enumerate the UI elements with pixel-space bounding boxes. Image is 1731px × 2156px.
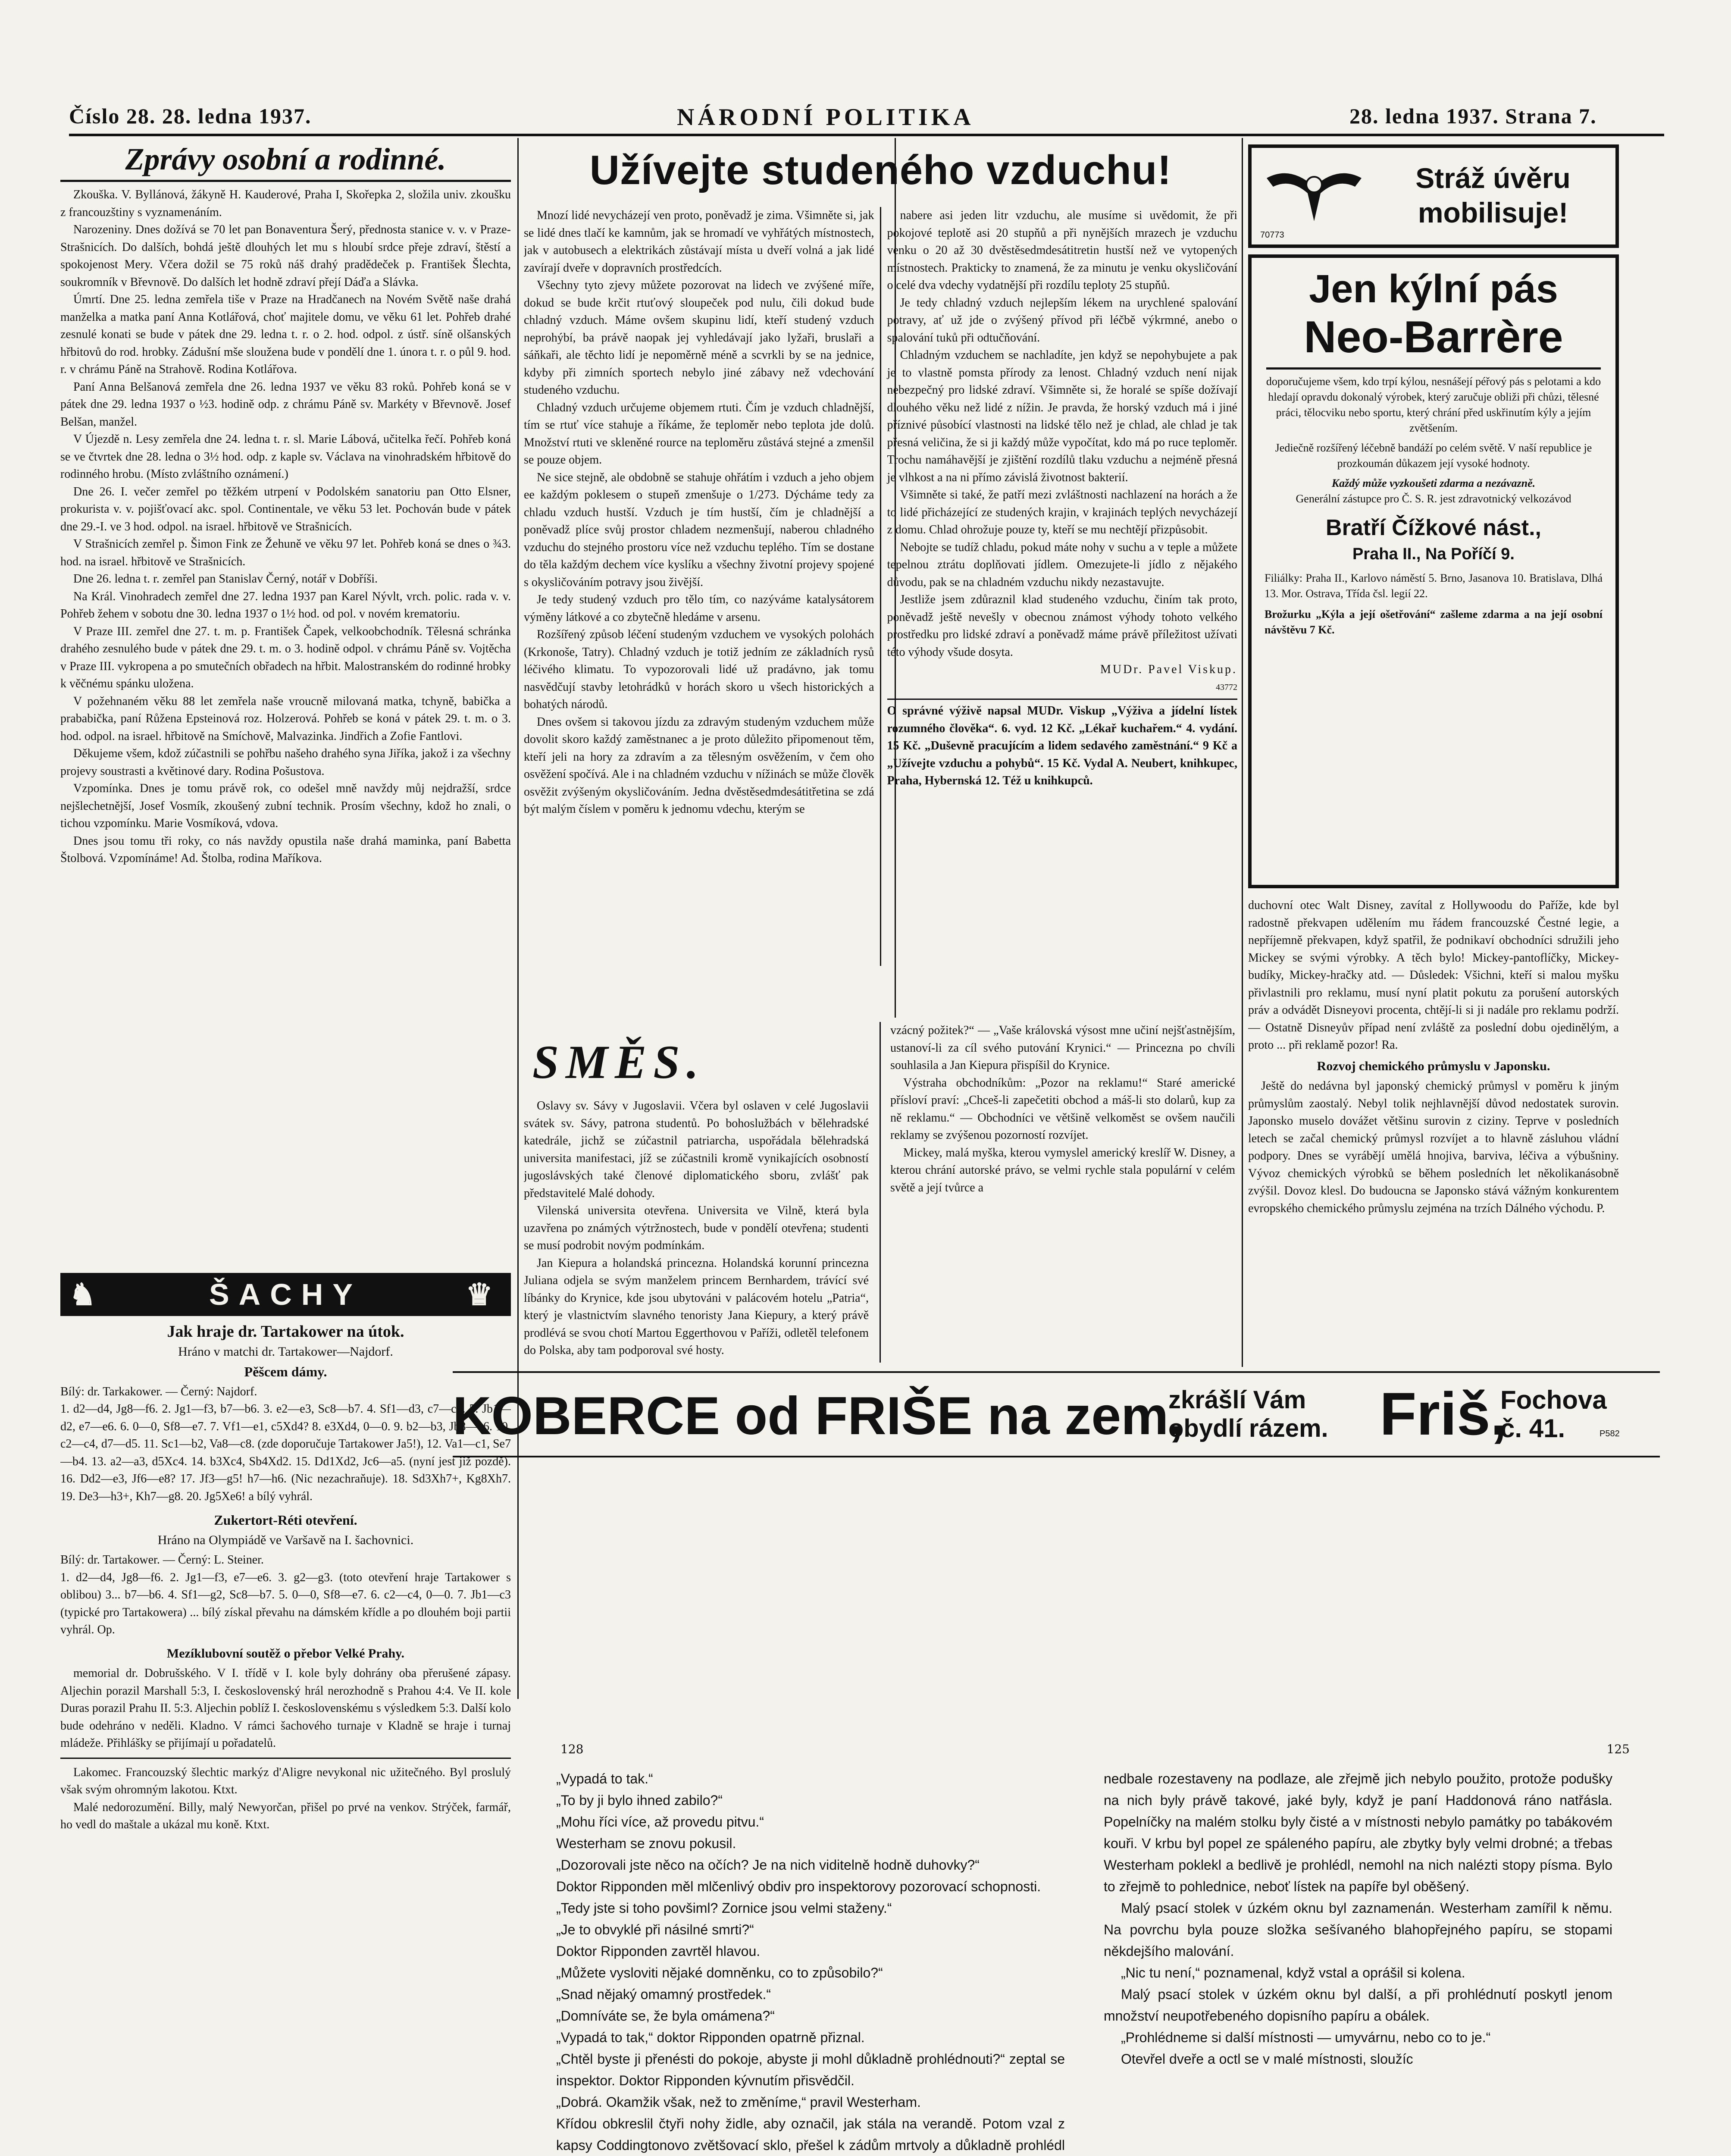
footnote-rule — [887, 699, 1238, 700]
neo-description: doporučujeme všem, kdo trpí kýlou, nesnášejí péřový pás s pelotami a kdo hledají opravdu dokonalý výrobek, který zaručuje obliži při chůzi, tělesné práci, tělocviku nebo sportu, který chrání před uskřinutím kýly a jejím zvětšením. — [1266, 375, 1601, 434]
neo-brochure: Brožurku „Kýla a její ošetřování“ zašleme zdarma a na její osobní návštěvu 7 Kč. — [1265, 608, 1603, 636]
article-paragraph: Je tedy studený vzduch pro tělo tím, co nazýváme katalysátorem výměny látkové a co zbytečně hledáme v arsenu. — [524, 593, 874, 624]
neo-branches: Filiálky: Praha II., Karlovo náměstí 5. Brno, Jasanova 10. Bratislava, Dlhá 13. Mor. Ostrava, Třída čsl. legií 22. — [1265, 572, 1603, 600]
chess-game1-name: Pěšcem dámy. — [244, 1364, 327, 1379]
serial-story — [556, 1742, 1634, 2156]
news-paragraph: Děkujeme všem, kdož zúčastnili se pohřbu našeho drahého syna Jiříka, jakož i za všechny projevy soustrasti a květinové dary. Rodina Pošustova. — [60, 747, 511, 778]
article-footnote: O správné výživě napsal MUDr. Viskup „Výživa a jídelní lístek rozumného člověka“. 6. vyd. 12 Kč. „Lékař kuchařem.“ 4. vydání. 15 Kč. „Duševně pracujícím a lidem sedavého zaměstnání.“ 9 Kč a „Užívejte vzduchu a pohybů“. 15 Kč. Vydal A. Neubert, knihkupec, Praha, Hybernská 12. Též u knihkupců. — [887, 704, 1237, 787]
article-paragraph: Je tedy chladný vzduch nejlepším lékem na urychlené spalování potravy, ať už jde o zvýšený přívod při léčbě výkrmné, anebo o spalování tuků při odtučňování. — [887, 296, 1237, 345]
article-paragraph: Nebojte se tudíž chladu, pokud máte nohy v suchu a v teple a můžete tepelnou ztrátu doplňovati jídlem. Omezujete-li jídlo z nějakého důvodu, pak se na chladném vzduchu nikdy nezastavujte. — [887, 540, 1237, 589]
chess-title: Jak hraje dr. Tartakower na útok. — [167, 1322, 404, 1341]
chess-game1-moves: 1. d2—d4, Jg8—f6. 2. Jg1—f3, b7—b6. 3. e2—e3, Sc8—b7. 4. Sf1—d3, c7—c5. 5. Jb1—d2, e7—e6. 6. 0—0, Sf8—e7. 7. Vf1—e1, c5Xd4? 8. e3Xd4, 0—0. 9. b2—b3, Jb8—c6. 10. c2—c4, d7—d5. 11. Sc1—b2, Va8—c8. (zde doporučuje Tartakower Ja5!), 12. Va1—c1, Se7—b4. 13. a2—a3, d5Xc4. 14. b3Xc4, Sb4Xd2. 15. Dd1Xd2, Jc6—a5. (nyní jest již pozdě). 16. Dd2—e3, Jf6—e8? 17. Jf3—g5! h7—h6. (Nic nezachraňuje). 18. Sd3Xh7+, Kg8Xh7. 19. De3—h3+, Kh7—g8. 20. Jg5Xe6! a bílý vyhrál. — [60, 1402, 511, 1503]
straz-title: Stráž úvěru mobilisuje! — [1415, 162, 1571, 229]
chess-game2-place: Hráno na Olympiádě ve Varšavě na I. šachovnici. — [157, 1532, 414, 1547]
header-rule — [69, 134, 1664, 136]
article-signature: MUDr. Pavel Viskup. — [1100, 663, 1237, 676]
story-line: „Vypadá to tak,“ doktor Ripponden opatrně přiznal. — [556, 2030, 865, 2045]
column-rule-3 — [1242, 138, 1243, 1367]
story-line: „Chtěl byste ji přenésti do pokoje, abyste ji mohl důkladně prohlédnouti?“ zeptal se inspektor. Doktor Ripponden kývnutím přisvědčil. — [556, 2051, 1065, 2088]
story-line: „Dobrá. Okamžik však, než to změníme,“ pravil Westerham. — [556, 2094, 921, 2110]
article-paragraph: Všimněte si také, že patří mezi zvláštnosti nachlazení na horách a že to lidé přicházející ze studených krajin, v krajinách teplých nevycházejí z domu. Chlad ohrožuje pouze ty, kteří se mu nechtějí přizpůsobit. — [887, 488, 1237, 536]
news-paragraph: Dnes jsou tomu tři roky, co nás navždy opustila naše drahá maminka, paní Babetta Štolbová. Vzpomínáme! Ad. Štolba, rodina Maříkova. — [60, 834, 511, 865]
smes-item: Mickey, malá myška, kterou vymyslel americký kreslíř W. Disney, a kterou chrání autorské právo, se velmi rychle stala populární v celém světě a její tvůrce a — [890, 1146, 1235, 1194]
news-paragraph: V Strašnicích zemřel p. Šimon Fink ze Žehuně ve věku 97 let. Pohřeb koná se dnes o ¾3. hod. na israel. hřbitově ve Strašnicích. — [60, 537, 511, 568]
story-page-left: 128 — [560, 1742, 584, 1756]
story-line: Doktor Ripponden zavrtěl hlavou. — [556, 1943, 761, 1959]
story-left-column — [556, 1768, 1065, 2156]
smes-left-text — [524, 1097, 869, 1360]
story-line: „Mohu říci více, až provedu pitvu.“ — [556, 1814, 764, 1830]
disney-article — [1248, 897, 1619, 1363]
straz-uveru-ad[interactable] — [1248, 144, 1619, 248]
news-paragraph: Zkouška. V. Byllánová, žákyně H. Kauderové, Praha I, Skořepka 2, složila univ. zkoušku z francouzštiny s vyznamenáním. — [60, 188, 511, 219]
news-paragraph: Paní Anna Belšanová zemřela dne 26. ledna 1937 ve věku 83 roků. Pohřeb koná se v pátek dne 29. ledna 1937 o ½3. hodině odp. z chrámu Páně sv. Markéty v Břevnově. Josef Belšan, manžel. — [60, 380, 511, 429]
neo-address: Praha II., Na Poříčí 9. — [1352, 545, 1515, 563]
news-paragraph: V Újezdě n. Lesy zemřela dne 24. ledna t. r. sl. Marie Lábová, učitelka řečí. Pohřeb koná se ve čtvrtek dne 28. ledna o 3½ hod. odp. z kaple sv. Václava na vinohradském hřbitově do rodinného hrobu. (Místo zvláštního oznámení.) — [60, 432, 511, 481]
story-line: „Můžete vysloviti nějaké domněnku, co to způsobilo?“ — [556, 1965, 883, 1981]
koberce-ad[interactable] — [453, 1371, 1660, 1457]
chess-divider — [60, 1758, 511, 1759]
japan-text: Ještě do nedávna byl japonský chemický průmysl v poměru k jiným průmyslům zaostalý. Nebyl tolik nejhlavnější důvod nedostatek surovin. Japonsko muselo dovážet většinu surovin z ciziny. Teprve v posledních letech se začal chemický průmysl rozvíjet a to hlavně zásluhou vládní podpory. Dnes se vyrábějí umělá hnojiva, barviva, léčiva a výbušniny. Vývoz chemických výrobků se během posledních let několikanásobně zvýšil. Dovoz klesl. Do budoucna se Japonsko stává vážným konkurentem evropského chemického průmyslu zejména na trzích Dálného východu. P. — [1248, 1079, 1619, 1215]
smes-item: Oslavy sv. Sávy v Jugoslavii. Včera byl oslaven v celé Jugoslavii svátek sv. Sávy, patrona studentů. Po bohoslužbách v bělehradské katedrále, jichž se zúčastnil patriarcha, uspořádala bělehradská universita manifestaci, jíž se zúčastnili kromě vynikajících osobností jugoslávských také členové diplomatického sboru, zvlášť pak představitelé Malé dohody. — [524, 1099, 869, 1200]
koberce-slogan: KOBERCE od FRIŠE na zem, — [453, 1386, 1183, 1446]
article-paragraph: Chladný vzduch určujeme objemem rtuti. Čím je vzduch chladnější, tím se rtuť více stahuje a říkáme, že teploměr nebo teplota jde dolů. Množství rtuti ve skleněné rource na teploměru zůstává stejné a zmenšil se pouze objem. — [524, 401, 874, 467]
personal-news-text — [60, 186, 511, 1264]
article-paragraph: Jestliže jsem zdůraznil klad studeného vzduchu, činím tak proto, poněvadž ještě nevešly v obecnou známost výhody tohoto velkého prostředku pro lidské zdraví a poněvadž máme právě příležitost užívati této výhody všude dosyta. — [887, 593, 1237, 659]
cold-air-title: Užívejte studeného vzduchu! — [589, 147, 1172, 193]
neo-title-2: Neo-Barrère — [1304, 312, 1563, 362]
chess-game2-name: Zukertort-Réti otevření. — [214, 1512, 357, 1528]
neo-trial: Každý může vyzkoušeti zdarma a nezávazně. — [1331, 477, 1536, 489]
neo-rule — [1266, 367, 1601, 370]
eagle-emblem-icon — [1265, 161, 1364, 226]
koberce-address-1: Fochova — [1500, 1385, 1607, 1414]
cold-air-article — [524, 138, 1237, 1009]
story-line: „Je to obvyklé při násilné smrti?“ — [556, 1922, 754, 1937]
smes-item: Výstraha obchodníkům: „Pozor na reklamu!“ Staré americké přísloví praví: „Chceš-li zapečetiti obchod a máš-li sto dolarů, kup za ně reklamu.“ — Obchodníci ve většině velkoměst se ovšem naučili reklamy se zvýšenou pozorností rozvíjet. — [890, 1076, 1235, 1142]
chess-section — [60, 1320, 511, 2156]
disney-paragraph: duchovní otec Walt Disney, zavítal z Hollywoodu do Paříže, kde byl radostně překvapen udělením mu řádem francouzské Čestné legie, a nepříjemně překvapen, když spatřil, že podnikaví obchodníci sdružili jeho Mickey se svými výrobky. A těch bylo! Mickey-pantoflíčky, Mickey-budíky, Mickey-hračky atd. — Důsledek: Všichni, kteří si malou myšku přivlastnili pro reklamu, musí nyní platit pokutu za porušení autorských práv a odvádět Disneyovi procenta, chtějí-li si ji nadále pro reklamu podrží. — Ostatně Disneyův případ není zvláště za poslední dobu ojedinělým, a proto ... při reklamě pozor! Ra. — [1248, 899, 1619, 1052]
article-paragraph: Rozšířený způsob léčení studeným vzduchem ve vysokých polohách (Krkonoše, Tatry). Chladný vzduch je totiž jedním ze základních rysů léčivého klimatu. To vypozorovali lidé už pradávno, jak tomu nasvědčují stavby letohrádků v horách skoro u všech historických a bohatých národů. — [524, 628, 874, 711]
story-right-column — [1104, 1768, 1612, 2156]
smes-item: Jan Kiepura a holandská princezna. Holandská korunní princezna Juliana odjela se svým manželem princem Bernhardem, trávící své líbánky do Krynice, kde jsou ubytováni v palácovém hotelu „Patria“, který je vlastnictvím slavného tenoristy Jana Kiepury, a který právě prodlévá se svou chotí Martou Eggerthovou v Paříži, odletěl telefonem do Polska, aby tam podporoval své hosty. — [524, 1256, 869, 1357]
story-line: Malý psací stolek v úzkém oknu byl zaznamenán. Westerham zamířil k němu. Na povrchu byla pouze složka sešívaného blahopřejného papíru, se stopami někdejšího malování. — [1104, 1900, 1612, 1959]
koberce-address-2: č. 41. — [1500, 1414, 1565, 1443]
story-line: nedbale rozestaveny na podlaze, ale zřejmě jich nebylo použito, protože podušky na nich byly právě takové, jaké byly, když je paní Haddonová ráno natřásla. Popelníčky na malém stolku byly čisté a v místnosti nebylo památky po tabákovém kouři. V krbu byl popel ze spáleného papíru, ale zbytky byly velmi drobné; a třebas Westerham poklekl a bedlivě je prohlédl, nemohl na nich nalézti stopy písma. Bylo to zřejmě to pohlednice, neboť lístek na papíře byl oběšený. — [1104, 1771, 1612, 1894]
article-paragraph: Chladným vzduchem se nachladíte, jen když se nepohybujete a pak je to vlastně pomsta přírody za lenost. Chladný vzduch není nijak nebezpečný pro lidské zdraví. Všimněte si, že horalé se spíše dožívají dlouhého věku než lidé z nížin. Je pravda, že horský vzduch má i jiné příznivé působící vlastnosti na lidské tělo než je chlad, ale chlad je tak přesná veličina, že si ji každý může vypočítat, kdo má po ruce teploměr. Trochu namáhavější je zjištění rozdílů tlaku vzduchu a nejméně přesná je vlhkost a na ni přímo závislá životnost bakterií. — [887, 348, 1237, 484]
article-paragraph: Mnozí lidé nevycházejí ven proto, poněvadž je zima. Všimněte si, jak se lidé dnes tlačí ke kamnům, jak se hromadí ve vyhřátých místnostech, jak v autobusech a elektrikách zůstávají místa u dveří volná a jak lidé zavírají dveře v dopravních prostředcích. — [524, 209, 874, 275]
story-line: „Nic tu není,“ poznamenal, když vstal a oprášil si kolena. — [1121, 1965, 1465, 1981]
neo-company: Bratří Čížkové nást., — [1326, 515, 1541, 540]
chess-game1-players: Bílý: dr. Tarkakower. — Černý: Najdorf. — [60, 1385, 257, 1398]
chess-club-text: memorial dr. Dobrušského. V I. třídě v I. kole byly dohrány oba přerušené zápasy. Aljechin porazil Marshall 5:3, I. československý hrál nerozhodně s Prahou 4:4. Ve II. kole Duras porazil Prahu II. 5:3. Aljechin poblíž I. československému s výsledkem 5:3. Další kolo bude odehráno v neděli. Kladno. V rámci šachového turnaje v Kladně se hraje i turnaj mládeže. Přihlášky se přijímají u pořadatelů. — [60, 1667, 511, 1750]
smes-right-text — [890, 1022, 1235, 1360]
chess-knight-icon: ♞ — [69, 1278, 106, 1311]
neo-barrere-ad[interactable] — [1248, 254, 1619, 888]
smes-item: vzácný požitek?“ — „Vaše královská výsost mne učiní nejšťastnějším, ustanoví-li za cíl svého putování Krynici.“ — Princezna po chvíli souhlasila a Jan Kiepura přispíšil do Krynice. — [890, 1024, 1235, 1072]
news-paragraph: V požehnaném věku 88 let zemřela naše vroucně milovaná matka, tchyně, babička a prababička, paní Růžena Epsteinová roz. Holzerová. Pohřeb se koná v pátek 29. t. m. o 3. hod. odpol. na israel. hřbitově na Smíchově, Malvazinka. Jindřich a Zofie Fantlovi. — [60, 694, 511, 743]
cold-air-text — [524, 207, 1237, 966]
page-header-left: Číslo 28. 28. ledna 1937. — [69, 104, 312, 128]
chess-game2-players: Bílý: dr. Tartakower. — Černý: L. Steiner. — [60, 1553, 264, 1567]
news-paragraph: Dne 26. I. večer zemřel po těžkém utrpení v Podolském sanatoriu pan Otto Elsner, prokurista v. v. pojišťovací akc. spol. Continentale, ve věku 53 let. Pochován bude v pátek dne 29.-I. ve 3 hod. odpol. na israel. hřbitově ve Strašnicích. — [60, 485, 511, 533]
story-line: Westerham se znovu pokusil. — [556, 1836, 736, 1851]
story-line: „To by ji bylo ihned zabilo?“ — [556, 1792, 723, 1808]
smes-column-rule — [880, 1022, 881, 1363]
chess-crown-icon: ♛ — [466, 1278, 502, 1311]
smes-section — [524, 1022, 1240, 1363]
page-header-right: 28. ledna 1937. Strana 7. — [1349, 104, 1597, 128]
chess-subtitle: Hráno v matchi dr. Tartakower—Najdorf. — [178, 1344, 393, 1359]
story-line: Otevřel dveře a octl se v malé místnosti, sloužíc — [1121, 2051, 1413, 2067]
article-paragraph: nabere asi jeden litr vzduchu, ale musíme si uvědomit, že při pokojové teplotě asi 20 stupňů a při nynějších mrazech je vzduchu venku o 20 až 30 dvěstěsedmdesátitretin hustší než ve vytopených místnostech. Prakticky to znamená, že za minutu je venku okysličování o celé dva vdechy vydatnější při rozdílu teploty 25 stupňů. — [887, 209, 1237, 292]
smes-title: SMĚS. — [532, 1036, 706, 1088]
article-code: 43772 — [1216, 682, 1237, 692]
story-page-right: 125 — [1606, 1742, 1630, 1756]
chess-banner — [60, 1273, 511, 1316]
news-paragraph: Úmrtí. Dne 25. ledna zemřela tiše v Praze na Hradčanech na Novém Světě naše drahá manželka a matka paní Anna Kotlářová, choť majitele domu, ve věku 61 let. Pohřeb drahé zesnulé konati se bude v pátek dne 29. ledna t. r. o 2. hod. odpol. z ústř. síně olšanských hřbitovů do rod. hrobky. Zádušní mše sloužena bude v pondělí dne 1. února t. r. o půl 9. hod. r. v chrámu Páně na Strahově. Rodina Kotlářova. — [60, 293, 511, 376]
personal-news-section — [60, 138, 511, 2156]
story-line: „Prohlédneme si další místnosti — umyvárnu, nebo co to je.“ — [1121, 2030, 1491, 2045]
straz-code: 70773 — [1260, 230, 1284, 240]
story-line: Křídou obkreslil čtyři nohy židle, aby označil, jak stála na verandě. Potom vzal z kapsy Coddingtonovo zvětšovací sklo, přešel k zádům mrtvoly a důkladně prohlédl — [556, 2116, 1065, 2153]
koberce-tagline-2: obydlí rázem. — [1168, 1414, 1328, 1442]
neo-text — [1252, 374, 1615, 848]
neo-title-1: Jen kýlní pás — [1309, 267, 1558, 311]
story-line: „Tedy jste si toho povšiml? Zornice jsou velmi staženy.“ — [556, 1900, 892, 1916]
column-rule-1 — [517, 138, 519, 1699]
story-line: „Domníváte se, že byla omámena?“ — [556, 2008, 775, 2024]
chess-note: Lakomec. Francouzský šlechtic markýz d'Aligre nevykonal nic užitečného. Byl proslulý však svým ohromným lakotou. Ktxt. — [60, 1765, 511, 1796]
personal-news-title: Zprávy osobní a rodinné. — [125, 142, 446, 176]
koberce-code: P582 — [1600, 1429, 1620, 1438]
neo-description-2: Jediečně rozšířený léčebně bandáží po celém světě. V naší republice je prozkoumán důkazem její vysoké hodnoty. — [1275, 442, 1592, 470]
neo-representative: Generální zástupce pro Č. S. R. jest zdravotnický velkozávod — [1296, 492, 1571, 505]
koberce-tagline-1: zkrášlí Vám — [1168, 1386, 1306, 1414]
news-paragraph: Vzpomínka. Dnes je tomu právě rok, co odešel mně navždy můj nejdražší, srdce nejšlechetnější, Josef Vosmík, zkoušený zubní technik. Prosím všechny, kdož ho znali, o tichou vzpomínku. Marie Vosmíková, vdova. — [60, 782, 511, 830]
story-line: „Vypadá to tak.“ — [556, 1771, 653, 1786]
chess-club-title: Mezíklubovní soutěž o přebor Velké Prahy. — [166, 1646, 405, 1661]
news-paragraph: Na Král. Vinohradech zemřel dne 27. ledna 1937 pan Karel Nývlt, vrch. polic. rada v. v. Pohřeb žehem v sobotu dne 30. ledna 1937 o 1½ hod. od pol. v novém krematoriu. — [60, 589, 511, 620]
news-paragraph: Narozeniny. Dnes dožívá se 70 let pan Bonaventura Šerý, přednosta stanice v. v. v Praze-Strašnicích. Do dalších, bohdá ještě dlouhých let mu s hloubí srdce přeje zdraví, štěstí a spokojenost Mery. Včera dožil se 75 roků náš drahý pradědeček p. František Šlechta, soukromník v Břevnově. Do dalších let hodně zdraví přejí Dáďa a Slávka. — [60, 223, 511, 289]
story-line: Doktor Ripponden měl mlčenlivý obdiv pro inspektorovy pozorovací schopnosti. — [556, 1879, 1041, 1894]
newspaper-masthead: NÁRODNÍ POLITIKA — [677, 104, 974, 131]
chess-note: Malé nedorozumění. Billy, malý Newyorčan, přišel po prvé na venkov. Strýček, farmář, ho vedl do maštale a ukázal mu koně. Ktxt. — [60, 1800, 511, 1831]
news-paragraph: Dne 26. ledna t. r. zemřel pan Stanislav Černý, notář v Dobříši. — [73, 572, 378, 586]
chess-banner-label: ŠACHY — [209, 1278, 363, 1311]
smes-item: Vilenská universita otevřena. Universita ve Vilně, která byla uzavřena po známých výtržnostech, bude v pondělí otevřena; studenti se musí podrobit novým podmínkám. — [524, 1204, 869, 1252]
story-line: „Dozorovali jste něco na očích? Je na nich viditelně hodně duhovky?“ — [556, 1857, 980, 1873]
title-rule — [60, 180, 511, 182]
story-line: Malý psací stolek v úzkém oknu byl další, a při prohlédnutí poskytl jenom množství neupotřebeného dopisního papíru a obálek. — [1104, 1987, 1612, 2024]
japan-title: Rozvoj chemického průmyslu v Japonsku. — [1317, 1059, 1550, 1073]
koberce-brand: Friš, — [1380, 1380, 1507, 1448]
story-line: „Snad nějaký omamný prostředek.“ — [556, 1987, 771, 2002]
chess-game2-moves: 1. d2—d4, Jg8—f6. 2. Jg1—f3, e7—e6. 3. g2—g3. (toto otevření hraje Tartakower s oblibou) 3... b7—b6. 4. Sf1—g2, Sc8—b7. 5. 0—0, Sf8—e7. 6. c2—c4, 0—0. 7. Jb1—c3 (typické pro Tartakowera) ... bílý získal převahu na dámském křídle a po dlouhém boji partii vyhrál. Op. — [60, 1570, 511, 1636]
news-paragraph: V Praze III. zemřel dne 27. t. m. p. František Čapek, velkoobchodník. Tělesná schránka drahého zesnulého bude v pátek dne 29. t. m. o 3. hodině odpol. v chrámu Páně sv. Vojtěcha v Praze III. vykropena a po smutečních obřadech na hřbit. Malostranském do rodinné hrobky k věčnému spánku uložena. — [60, 624, 511, 690]
article-paragraph: Dnes ovšem si takovou jízdu za zdravým studeným vzduchem může dovolit skoro každý zaměstnanec a je proto důležito připomenout těm, kteří jeli na hory za zdravím a za tělesným osvěžením, v čem oho osvěžení spočívá. Ale i na chladném vzduchu v nížinách se může člověk osvěžit zvýšeným okysličováním. Jedna dvěstěsedmdesátitřetina se zdá být malým číslem v poměru k jednomu vdechu, kterým se — [524, 715, 874, 816]
article-paragraph: Všechny tyto zjevy můžete pozorovat na lidech ve zvýšené míře, dokud se bude krčit rtuťový sloupeček pod nulu, čili dokud bude chladný vzduch. Máme ovšem skupinu lidí, kteří studený vzduch neprohýbí, ba právě naopak jej vyhledávají jako lyžaři, bruslaři a sáňkaři, ale těchto lidí je nepoměrně méně a scvrkli by se na jednice, kdyby při zimních sportech nebylo jiné zábavy než vdechování studeného vzduchu. — [524, 279, 874, 397]
article-paragraph: Ne sice stejně, ale obdobně se stahuje ohřátím i vzduch a jeho objem ee každým poklesem o stupeň zmenšuje o 1/273. Dýcháme tedy za chladu vzduch hustší. Vzduch je tím hustší, čím je chladnější a poněvadž plíce svůj prostor chladem nezmenšují, naberou chladného vzduchu do stejného prostoru více než vzduchu teplého. Tím se dostane do těla každým dechem více kyslíku a všechny životní projevy spojené s okysličováním potravy jsou živější. — [524, 470, 874, 589]
